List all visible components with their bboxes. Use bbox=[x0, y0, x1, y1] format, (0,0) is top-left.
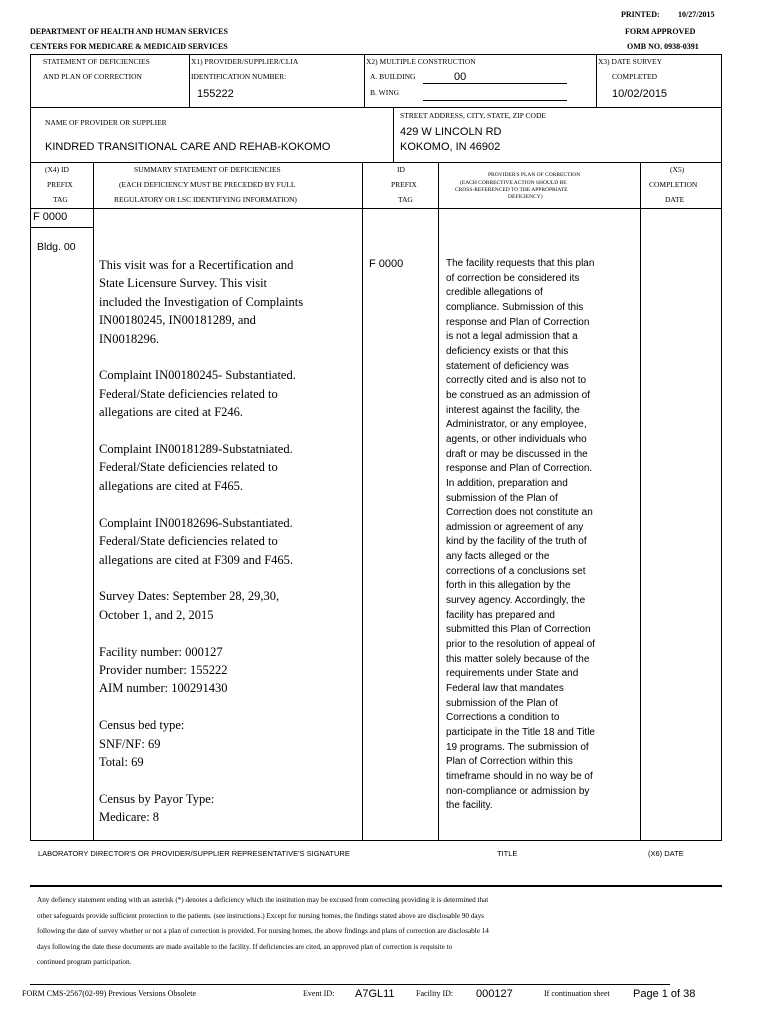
x1-label-1: X1) PROVIDER/SUPPLIER/CLIA bbox=[191, 57, 299, 66]
page-number: Page 1 of 38 bbox=[633, 988, 696, 1000]
summary-line: Facility number: 000127 bbox=[99, 644, 223, 659]
plan-of-correction bbox=[446, 257, 595, 814]
x3-label-1: X3) DATE SURVEY bbox=[598, 57, 662, 66]
printed-date: 10/27/2015 bbox=[678, 10, 715, 19]
correction-line: correctly cited and is also not to bbox=[446, 375, 587, 387]
correction-line: requirements under State and bbox=[446, 668, 579, 680]
summary-line: Complaint IN00182696-Substantiated. bbox=[99, 515, 293, 530]
correction-line: The facility requests that this plan bbox=[446, 258, 595, 269]
summary-header-2: (EACH DEFICIENCY MUST BE PRECEDED BY FULL bbox=[119, 180, 296, 189]
summary-line: Total: 69 bbox=[99, 754, 144, 769]
correction-line: Administrator, or any employee, bbox=[446, 419, 587, 431]
correction-line: Plan of Correction within this bbox=[446, 756, 573, 768]
summary-line: IN00180245, IN00181289, and bbox=[99, 313, 256, 328]
summary-line: allegations are cited at F309 and F465. bbox=[99, 552, 294, 567]
x4-header-1: (X4) ID bbox=[45, 165, 69, 174]
correction-line: any facts alleged or the bbox=[446, 551, 550, 563]
plan-header-2: (EACH CORRECTIVE ACTION SHOULD BE bbox=[460, 180, 567, 186]
provider-name-value: KINDRED TRANSITIONAL CARE AND REHAB-KOKOMO bbox=[45, 141, 331, 153]
wing-label: B. WING bbox=[370, 88, 400, 97]
summary-line bbox=[99, 495, 303, 513]
centers-title: CENTERS FOR MEDICARE & MEDICAID SERVICES bbox=[30, 42, 228, 51]
correction-line: admission or agreement of any bbox=[446, 521, 584, 533]
correction-line: corrections of a conclusions set bbox=[446, 565, 586, 577]
correction-line: deficiency exists or that this bbox=[446, 345, 569, 357]
correction-line: statement of deficiency was bbox=[446, 360, 569, 372]
correction-line: non-compliance or admission by bbox=[446, 785, 590, 797]
correction-line: kind by the facility of the truth of bbox=[446, 536, 587, 548]
correction-line: is not a legal admission that a bbox=[446, 331, 578, 343]
correction-line: Federal law that mandates bbox=[446, 683, 564, 695]
event-id-label: Event ID: bbox=[303, 989, 335, 998]
id-header-2: PREFIX bbox=[391, 180, 417, 189]
provider-id-value: 155222 bbox=[197, 88, 234, 100]
summary-line: October 1, and 2, 2015 bbox=[99, 607, 214, 622]
plan-header-4: DEFICIENCY) bbox=[508, 194, 543, 200]
correction-line: this matter solely because of the bbox=[446, 653, 590, 665]
summary-line bbox=[99, 698, 303, 716]
summary-line: State Licensure Survey. This visit bbox=[99, 276, 268, 291]
summary-line: Complaint IN00180245- Substantiated. bbox=[99, 368, 296, 383]
correction-line: of correction be considered its bbox=[446, 272, 580, 284]
plan-header-1: PROVIDER'S PLAN OF CORRECTION bbox=[488, 172, 581, 178]
printed-label: PRINTED: bbox=[621, 10, 660, 19]
summary-line: Medicare: 8 bbox=[99, 810, 160, 825]
disclaimer-line: days following the date these documents are made available to the facility. If deficiencies are cited, an approved plan of correction is requisite to bbox=[37, 942, 453, 951]
correction-line: response and Plan of Correction bbox=[446, 316, 590, 328]
summary-line: AIM number: 100291430 bbox=[99, 681, 228, 696]
id-header-3: TAG bbox=[398, 195, 413, 204]
summary-line bbox=[99, 348, 303, 366]
id-header-1: ID bbox=[397, 165, 405, 174]
x1-label-2: IDENTIFICATION NUMBER: bbox=[191, 72, 287, 81]
tag-left-upper: F 0000 bbox=[33, 211, 68, 223]
statement-label-2: AND PLAN OF CORRECTION bbox=[43, 72, 142, 81]
summary-line: SNF/NF: 69 bbox=[99, 736, 161, 751]
summary-line: Census by Payor Type: bbox=[99, 791, 215, 806]
correction-line: interest against the facility, the bbox=[446, 404, 580, 416]
x4-header-3: TAG bbox=[53, 195, 68, 204]
correction-line: In addition, preparation and bbox=[446, 477, 568, 489]
continuation-label: If continuation sheet bbox=[544, 989, 610, 998]
correction-line: the facility. bbox=[446, 800, 493, 812]
building-tag: Bldg. 00 bbox=[37, 241, 76, 253]
correction-line: timeframe should in no way be of bbox=[446, 770, 593, 782]
summary-line: Federal/State deficiencies related to bbox=[99, 386, 278, 401]
summary-line: included the Investigation of Complaints bbox=[99, 294, 304, 309]
statement-label-1: STATEMENT OF DEFICIENCIES bbox=[43, 57, 150, 66]
x4-header-2: PREFIX bbox=[47, 180, 73, 189]
address-line-2: KOKOMO, IN 46902 bbox=[400, 141, 501, 153]
summary-line: Census bed type: bbox=[99, 718, 185, 733]
summary-line: This visit was for a Recertification and bbox=[99, 258, 294, 272]
summary-line: allegations are cited at F246. bbox=[99, 405, 244, 420]
summary-line bbox=[99, 422, 303, 440]
summary-line: IN0018296. bbox=[99, 331, 160, 346]
x5-header-3: DATE bbox=[665, 195, 685, 204]
director-signature-label: LABORATORY DIRECTOR'S OR PROVIDER/SUPPLIER REPRESENTATIVE'S SIGNATURE bbox=[38, 849, 350, 858]
event-id-value: A7GL11 bbox=[355, 988, 395, 1000]
tag-right: F 0000 bbox=[369, 258, 404, 270]
date-label: (X6) DATE bbox=[648, 849, 684, 858]
correction-line: prior to the resolution of appeal of bbox=[446, 639, 595, 651]
building-value: 00 bbox=[454, 71, 467, 83]
summary-line: Federal/State deficiencies related to bbox=[99, 534, 278, 549]
summary-statement bbox=[99, 256, 303, 827]
correction-line: participate in the Title 18 and Title bbox=[446, 727, 595, 738]
x5-header-1: (X5) bbox=[670, 165, 685, 174]
survey-completed-date: 10/02/2015 bbox=[612, 88, 668, 100]
disclaimer-line: other safeguards provide sufficient protection to the patients. (see instructions.) Except for nursing homes, the findings stated above are disclosable 90 days bbox=[37, 911, 484, 920]
correction-line: submission of the Plan of bbox=[446, 697, 558, 709]
correction-line: submission of the Plan of bbox=[446, 492, 558, 504]
form-approved: FORM APPROVED bbox=[625, 27, 696, 36]
correction-line: facility has prepared and bbox=[446, 609, 555, 621]
summary-line: Complaint IN00181289-Substatniated. bbox=[99, 442, 293, 457]
address-line-1: 429 W LINCOLN RD bbox=[400, 126, 502, 138]
form-number: FORM CMS-2567(02-99) Previous Versions Obsolete bbox=[22, 989, 197, 998]
disclaimer-line: following the date of survey whether or not a plan of correction is provided. For nursing homes, the above findings and plans of correction are disclosable 14 bbox=[37, 927, 489, 935]
plan-header-3: CROSS-REFERENCED TO THE APPROPRIATE bbox=[455, 187, 568, 193]
summary-line bbox=[99, 624, 303, 642]
summary-line bbox=[99, 569, 303, 587]
correction-line: agents, or other individuals who bbox=[446, 433, 587, 445]
summary-line: Provider number: 155222 bbox=[99, 662, 228, 677]
disclaimer-line: Any defiency statement ending with an asterisk (*) denotes a deficiency which the institution may be excused from correcting providing it is determined that bbox=[37, 896, 489, 904]
provider-name-label: NAME OF PROVIDER OR SUPPLIER bbox=[45, 118, 167, 127]
correction-line: draft or may be discussed in the bbox=[446, 448, 588, 460]
x5-header-2: COMPLETION bbox=[649, 180, 698, 189]
x3-label-2: COMPLETED bbox=[612, 72, 657, 81]
summary-line: Survey Dates: September 28, 29,30, bbox=[99, 589, 280, 604]
address-label: STREET ADDRESS, CITY, STATE, ZIP CODE bbox=[400, 111, 546, 120]
building-label: A. BUILDING bbox=[370, 72, 416, 81]
correction-line: be construed as an admission of bbox=[446, 389, 590, 401]
correction-line: credible allegations of bbox=[446, 287, 543, 299]
disclaimer bbox=[37, 893, 489, 971]
x2-label: X2) MULTIPLE CONSTRUCTION bbox=[366, 57, 476, 66]
disclaimer-line: continued program participation. bbox=[37, 958, 132, 966]
summary-line bbox=[99, 771, 303, 789]
summary-line: allegations are cited at F465. bbox=[99, 478, 244, 493]
facility-id-label: Facility ID: bbox=[416, 989, 454, 998]
summary-header-1: SUMMARY STATEMENT OF DEFICIENCIES bbox=[134, 165, 281, 174]
department-title: DEPARTMENT OF HEALTH AND HUMAN SERVICES bbox=[30, 27, 228, 36]
correction-line: Corrections a condition to bbox=[446, 712, 560, 724]
summary-header-3: REGULATORY OR LSC IDENTIFYING INFORMATION) bbox=[114, 195, 297, 204]
correction-line: compliance. Submission of this bbox=[446, 301, 584, 313]
correction-line: submitted this Plan of Correction bbox=[446, 624, 591, 636]
facility-id-value: 000127 bbox=[476, 988, 513, 1000]
correction-line: 19 programs. The submission of bbox=[446, 741, 589, 753]
correction-line: survey agency. Accordingly, the bbox=[446, 595, 586, 607]
correction-line: response and Plan of Correction. bbox=[446, 463, 593, 475]
title-label: TITLE bbox=[497, 849, 518, 858]
correction-line: Correction does not constitute an bbox=[446, 507, 593, 519]
omb-number: OMB NO. 0938-0391 bbox=[627, 42, 699, 51]
correction-line: forth in this allegation by the bbox=[446, 580, 571, 592]
summary-line: Federal/State deficiencies related to bbox=[99, 460, 278, 475]
